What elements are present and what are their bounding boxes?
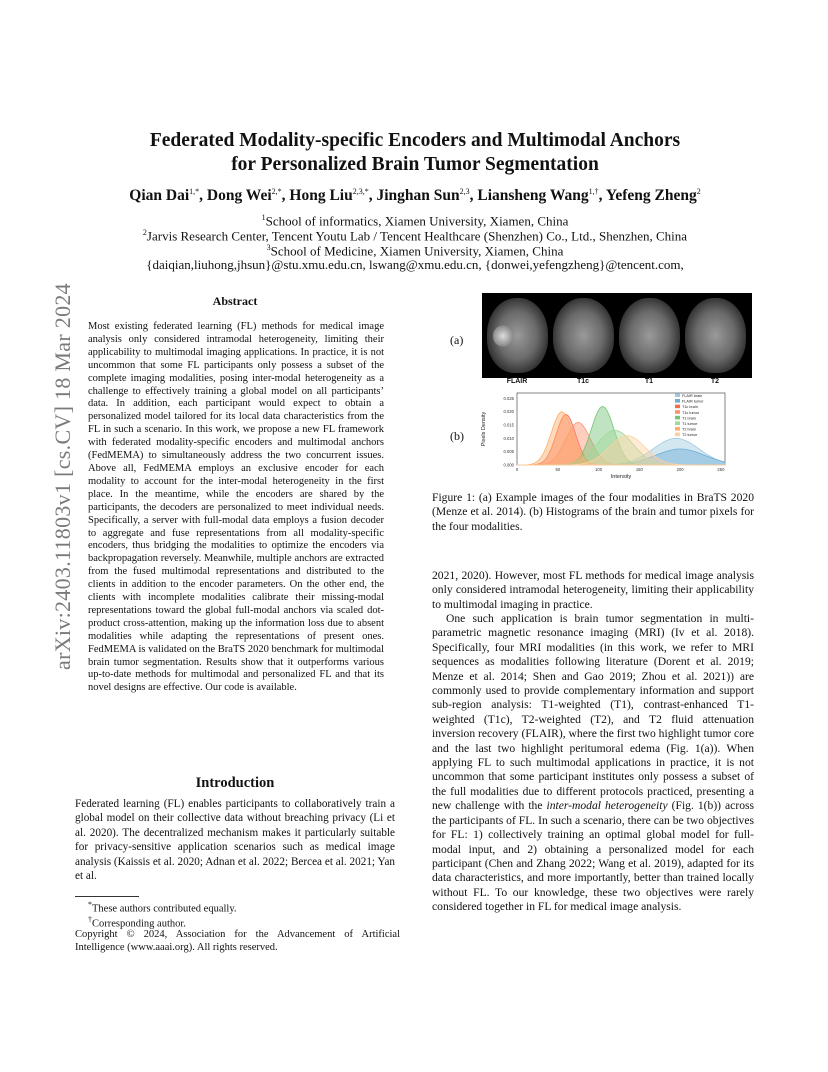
intro-paragraph: Federated learning (FL) enables participants to collaboratively train a global model on their collective data without breaching privacy (Li et al. 2020). The decentralized mechanism makes it particularly suitable for privacy-sensitive application scenarios such as medical image analysis (Kaissis et al. 2020; Adnan et al. 2022; Bercea et al. 2021; Yan et al. — [75, 798, 395, 883]
title-line-1: Federated Modality-specific Encoders and Multimodal Anchors — [149, 130, 681, 151]
figure-label-b: (b) — [450, 429, 464, 443]
legend-swatch — [675, 427, 680, 431]
body-paragraph: 2021, 2020). However, most FL methods for medical image analysis only considered intramodal heterogeneity, limiting their applicability to multimodal imaging in practice. — [432, 569, 754, 611]
modality-label: T2 — [710, 378, 720, 385]
x-tick-label: 100 — [595, 467, 603, 472]
author-emails: {daiqian,liuhong,jhsun}@stu.xmu.edu.cn, lswang@xmu.edu.cn, {donwei,yefengzheng}@tencent.com, — [146, 257, 684, 272]
mri-t1-image — [619, 298, 680, 373]
author: Liansheng Wang$^{1,\dagger}$, — [477, 187, 606, 205]
figure-caption: Figure 1: (a) Example images of the four modalities in BraTS 2020 (Menze et al. 2014). (b) Histograms of the brain and tumor pixels for the four modalities. — [432, 491, 754, 533]
x-tick-label: 150 — [635, 467, 643, 472]
intensity-histogram-chart — [475, 387, 765, 479]
author: Hong Liu$^{2,3,*}$, — [289, 187, 377, 205]
legend-swatch — [675, 393, 680, 397]
author: Yefeng Zheng$^2$ — [605, 187, 701, 205]
copyright-notice: Copyright © 2024, Association for the Advancement of Artificial Intelligence (www.aaai.org). All rights reserved. — [75, 929, 400, 953]
x-axis-label: Intensity — [610, 474, 632, 479]
y-tick-label: 0.000 — [503, 462, 514, 468]
legend-swatch — [675, 433, 680, 437]
abstract-text: Most existing federated learning (FL) methods for medical image analysis only considered intramodal heterogeneity, limiting their applicability to multimodal imaging applications. In practice, it is not uncommon that some FL participants only possess a subset of the complete imaging modalities, posing inter-modal heterogeneity as a challenge to effectively training a global model on all participants’ data. In addition, each participant would expect to obtain a personalized model tailored for its local data characteristics from the FL in such a scenario. In this work, we propose a new FL framework with federated modality-specific encoders and multimodal anchors (FedMEMA) to simultaneously address the two concurrent issues. Above all, FedMEMA employs an exclusive encoder for each modality to account for the inter-modal heterogeneity in the first place. In the meantime, while the encoders are shared by the participants, the decoders are personalized to meet individual needs. Specifically, a server with full-modal data employs a fusion decoder to aggregate and fuse representations from all modality-specific encoders, thus bridging the modalities to optimize the encoders via backpropagation reversely. Meanwhile, multiple anchors are extracted from the fused multimodal representations and distributed to the clients in addition to the encoder parameters. On the other end, the clients with incomplete modalities calibrate their missing-modal representations toward the global full-modal anchors via scaled dot-product cross-attention, making up the information loss due to absent modalities while adapting the representations of present ones. FedMEMA is validated on the BraTS 2020 benchmark for multimodal brain tumor segmentation. Results show that it outperforms various up-to-date methods for multimodal and personalized FL and that its novel designs are effective. Our code is available. — [88, 321, 384, 694]
affiliation: $^1$School of informatics, Xiamen University, Xiamen, China — [261, 213, 569, 229]
y-axis-label: Pixels Density — [481, 411, 487, 447]
arxiv-stamp: arXiv:2403.11803v1 [cs.CV] 18 Mar 2024 — [50, 283, 75, 670]
mri-t1c-image — [553, 298, 614, 373]
y-tick-label: 0.025 — [503, 395, 514, 401]
x-tick-label: 200 — [676, 467, 684, 472]
legend-swatch — [675, 405, 680, 409]
abstract-heading: Abstract — [212, 294, 258, 308]
x-tick-label: 0 — [515, 467, 519, 472]
author: Jinghan Sun$^{2,3}$, — [376, 187, 478, 205]
y-tick-label: 0.005 — [503, 449, 514, 455]
figure-label-a: (a) — [450, 333, 464, 347]
legend-entry: FLAIR brain — [682, 394, 703, 398]
footnote: †Corresponding author. — [88, 915, 186, 930]
footnote-rule — [75, 896, 139, 897]
x-tick-label: 250 — [717, 467, 725, 472]
footnote: *These authors contributed equally. — [88, 900, 237, 915]
introduction-heading: Introduction — [195, 775, 275, 791]
body-paragraph: One such application is brain tumor segmentation in multi-parametric magnetic resonance imaging (MRI) (Iv et al. 2018). Specifically, four MRI modalities (in this work, we refer to MRI sequences as modalities following literature (Dorent et al. 2019; Menze et al. 2014; Shen and Gao 2019; Zhou et al. 2021)) are commonly used to provide complementary information and support sub-region analysis: T1-weighted (T1), contrast-enhanced T1-weighted (T1c), T2-weighted (T2), and T2 fluid attenuation inversion recovery (FLAIR), where the first two highlight tumor core and the last two highlight peritumoral edema (Fig. 1(a)). When applying FL to such multimodal applications in practice, it is not uncommon that some participant institutes only possess a subset of the full modalities due to different protocols practiced, presenting a new challenge with the inter-modal heterogeneity (Fig. 1(b)) across the participants of FL. In such a scenario, there can be two objectives for FL: 1) collectively training an optimal global model for full-modal input, and 2) obtaining a personalized model for each participant (Chen and Zhang 2022; Wang et al. 2019), adapted for its data characteristics, and more importantly, better than trained locally without FL. To our knowledge, these two objectives were rarely considered together in FL for medical image analysis. — [432, 612, 755, 914]
affiliation: $^2$Jarvis Research Center, Tencent Youtu Lab / Tencent Healthcare (Shenzhen) Co., Ltd., Shenzhen, China — [142, 228, 688, 244]
y-tick-label: 0.020 — [503, 409, 514, 415]
legend-entry: T1 brain — [682, 416, 696, 421]
legend-entry: FLAIR tumor — [682, 399, 704, 404]
modality-label: T1 — [644, 378, 654, 385]
legend-entry: T2 brain — [682, 427, 696, 432]
legend-entry: T1c tumor — [682, 410, 700, 415]
title-line-2: for Personalized Brain Tumor Segmentation — [231, 154, 599, 175]
y-tick-label: 0.010 — [503, 435, 514, 441]
legend-swatch — [675, 421, 680, 425]
legend-swatch — [675, 399, 680, 403]
affiliation: $^3$School of Medicine, Xiamen University, Xiamen, China — [266, 243, 564, 259]
legend-entry: T2 tumor — [682, 433, 698, 438]
modality-label: FLAIR — [506, 378, 528, 385]
modality-label: T1c — [576, 378, 590, 385]
author: Dong Wei$^{2,*}$, — [206, 187, 290, 205]
tumor-highlight — [493, 325, 513, 347]
y-tick-label: 0.015 — [503, 422, 514, 428]
legend-entry: T1c brain — [682, 405, 698, 410]
legend-swatch — [675, 416, 680, 420]
author: Qian Dai$^{1,*}$, — [129, 187, 207, 205]
x-tick-label: 50 — [555, 467, 561, 472]
mri-t2-image — [685, 298, 746, 373]
author-list — [80, 187, 750, 205]
legend-swatch — [675, 410, 680, 414]
paper-title — [80, 129, 750, 177]
legend-entry: T1 tumor — [682, 422, 698, 426]
